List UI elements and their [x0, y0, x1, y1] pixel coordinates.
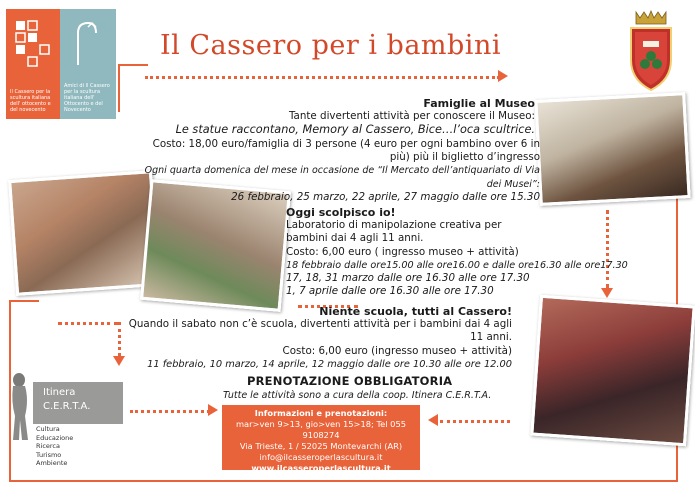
decorative-dotted-line — [440, 420, 510, 423]
arrow-down-icon — [601, 288, 613, 298]
section-scolpisco — [286, 206, 628, 298]
section-text: 18 febbraio dalle ore15.00 alle ore16.00 e dalle ore16.30 alle ore17.30 — [286, 259, 628, 271]
section-famiglie-details — [130, 138, 540, 204]
section-text: 1, 7 aprile dalle ore 16.30 alle ore 17.30 — [286, 285, 494, 298]
itinera-certa: C.E.R.T.A. — [43, 401, 91, 412]
cassero-logo-caption: Il Cassero per la scultura italiana dell' ottocento e del novecento — [10, 89, 51, 113]
section-text: Tante divertenti attività per conoscere il Museo: — [288, 110, 535, 123]
info-email-link[interactable]: info@ilcasseroperlascultura.it — [259, 452, 383, 462]
frame-line — [9, 300, 39, 302]
section-text: Laboratorio di manipolazione creativa per bambini dai 4 agli 11 anni. — [286, 219, 502, 245]
section-heading: Oggi scolpisco io! — [286, 206, 396, 219]
itinera-tag: Ambiente — [36, 459, 68, 467]
itinera-tag: Educazione — [36, 433, 74, 442]
decorative-dotted-line — [145, 76, 500, 79]
arrow-left-icon — [428, 414, 438, 426]
info-hours: mar>ven 9>13, gio>ven 15>18; Tel 055 9108274 — [235, 419, 407, 440]
itinera-tag: Cultura — [36, 425, 60, 433]
info-address: Via Trieste, 1 / 52025 Montevarchi (AR) — [239, 441, 403, 451]
section-text: Le statue raccontano, Memory al Cassero, Bice…l’oca scultrice. — [175, 123, 535, 137]
section-text: 17, 18, 31 marzo dalle ore 16.30 alle ore 17.30 — [286, 272, 530, 285]
photo-museum-gallery — [530, 295, 695, 447]
cassero-logo-mark — [6, 13, 60, 73]
arrow-right-icon — [498, 70, 508, 82]
section-text: Costo: 6,00 euro (ingresso museo + attività) — [282, 344, 512, 357]
section-text: Costo: 18,00 euro/famiglia di 3 persone (4 euro per ogni bambino over 6 in più) più il biglietto d’ingresso — [152, 138, 540, 164]
info-box — [222, 405, 420, 473]
section-famiglie — [15, 97, 535, 137]
decorative-dotted-line — [606, 210, 609, 288]
photo-museum-visit — [534, 92, 690, 206]
decorative-dotted-line — [58, 322, 118, 325]
itinera-logo — [33, 382, 123, 424]
section-text: 26 febbraio, 25 marzo, 22 aprile, 27 maggio dalle ore 15.30 — [231, 190, 540, 203]
decorative-dotted-line — [130, 410, 210, 413]
section-heading: Famiglie al Museo — [423, 97, 535, 110]
montevarchi-crest-icon — [626, 8, 676, 98]
section-text: Costo: 6,00 euro ( ingresso museo + attività) — [286, 245, 519, 258]
itinera-tags — [36, 425, 73, 468]
statue-icon — [7, 372, 33, 442]
amici-logo-mark — [60, 13, 116, 73]
frame-line — [9, 480, 678, 482]
itinera-tag: Turismo — [36, 450, 62, 459]
section-heading: Niente scuola, tutti al Cassero! — [319, 305, 512, 318]
itinera-tag: Ricerca — [36, 442, 60, 450]
section-niente-scuola — [120, 305, 512, 371]
page-title: Il Cassero per i bambini — [160, 30, 501, 61]
arrow-right-icon — [208, 404, 218, 416]
info-website-link[interactable]: www.ilcasseroperlascultura.it — [251, 463, 391, 473]
booking-required-title: PRENOTAZIONE OBBLIGATORIA — [247, 374, 453, 388]
info-heading: Informazioni e prenotazioni: — [254, 408, 388, 418]
booking-subtitle: Tutte le attività sono a cura della coop. Itinera C.E.R.T.A. — [223, 390, 492, 401]
frame-line — [118, 64, 148, 66]
itinera-name: Itinera — [43, 387, 76, 398]
amici-logo-caption: Amici di Il Cassero per la scultura italiana dell' Ottocento e del Novecento — [64, 83, 110, 113]
section-text: Quando il sabato non c’è scuola, divertenti attività per i bambini dai 4 agli 11 anni. — [128, 318, 512, 344]
section-text: 11 febbraio, 10 marzo, 14 aprile, 12 maggio dalle ore 10.30 alle ore 12.00 — [147, 358, 512, 370]
section-text: Ogni quarta domenica del mese in occasione de “Il Mercato dell’antiquariato di Via dei Musei”: — [144, 165, 540, 190]
